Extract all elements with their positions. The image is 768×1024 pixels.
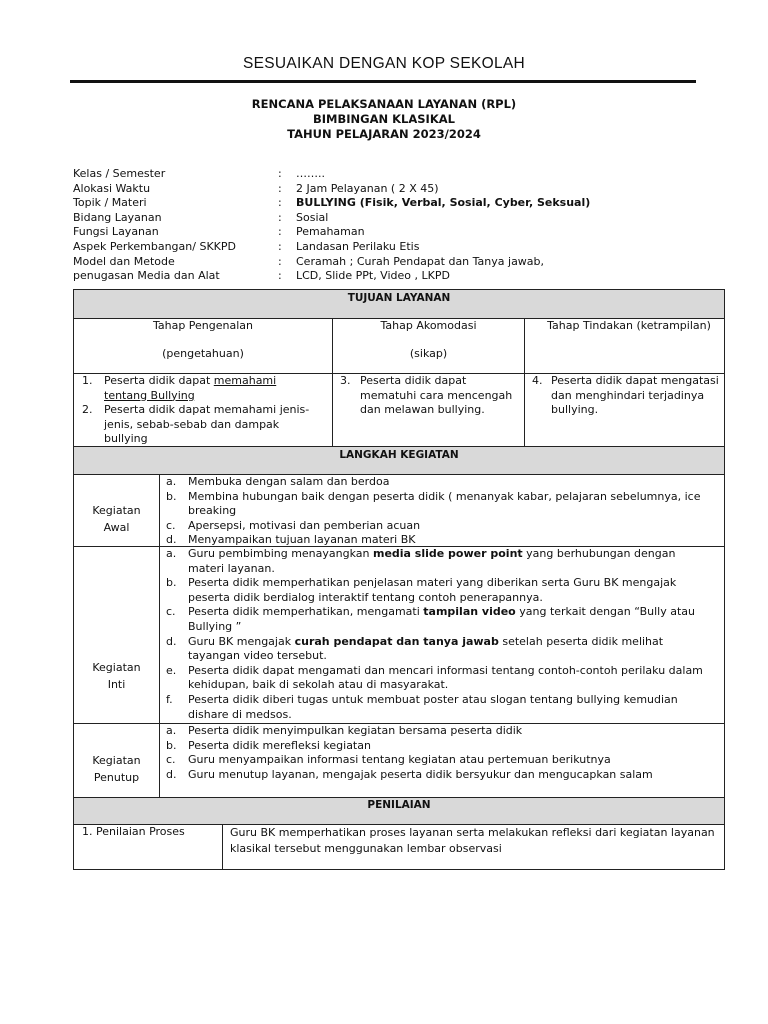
tujuan-col1-heading: Tahap Pengenalan (pengetahuan) (152, 319, 254, 360)
identity-row: Aspek Perkembangan/ SKKPD : Landasan Perilaku Etis (73, 239, 420, 253)
tujuan-header: TUJUAN LAYANAN (74, 290, 724, 318)
penilaian-proses-label: 1. Penilaian Proses (82, 825, 185, 838)
list-item: a. Peserta didik menyimpulkan kegiatan bersama peserta didik (166, 724, 523, 737)
list-item: e. Peserta didik dapat mengamati dan mencari informasi tentang contoh-contoh perilaku dalam kehidupan, baik di sekolah atau di masyarakat. (166, 663, 703, 692)
kegiatan-awal-label: Kegiatan Awal (92, 504, 141, 534)
title-line-2: BIMBINGAN KLASIKAL (313, 112, 455, 126)
kop-sekolah-placeholder: SESUAIKAN DENGAN KOP SEKOLAH (242, 55, 526, 72)
list-item: a. Membuka dengan salam dan berdoa (166, 475, 390, 488)
title-line-3: TAHUN PELAJARAN 2023/2024 (287, 127, 481, 141)
list-item: 1. Peserta didik dapat memahami tentang Bullying (82, 374, 277, 402)
tujuan-col3-heading: Tahap Tindakan (ketrampilan) (547, 319, 711, 332)
kegiatan-penutup-label: Kegiatan Penutup (92, 754, 141, 784)
identity-table (73, 167, 726, 284)
title-line-1: RENCANA PELAKSANAAN LAYANAN (RPL) (251, 97, 517, 111)
list-item: b. Peserta didik memperhatikan penjelasan materi yang diberikan serta Guru BK mengajak peserta didik berdialog interaktif tentang contoh penerapannya. (166, 576, 677, 604)
tujuan-col3-items (532, 374, 727, 418)
list-item: a. Guru pembimbing menayangkan media slide power point yang berhubungan dengan materi layanan. (166, 547, 676, 575)
list-item: b. Membina hubungan baik dengan peserta didik ( menanyak kabar, pelajaran sebelumnya, ice breaking (166, 489, 701, 518)
identity-row: Topik / Materi : BULLYING (Fisik, Verbal, Sosial, Cyber, Seksual) (73, 196, 591, 210)
identity-row: penugasan Media dan Alat : LCD, Slide PPt, Video , LKPD (73, 269, 450, 283)
tujuan-col2-heading: Tahap Akomodasi (sikap) (380, 319, 477, 360)
identity-row: Fungsi Layanan : Pemahaman (73, 225, 365, 239)
document-title (0, 97, 768, 142)
list-item: 3. Peserta didik dapat mematuhi cara mencengah dan melawan bullying. (340, 374, 513, 417)
kegiatan-inti-items (166, 547, 714, 722)
kop-divider (70, 80, 696, 83)
penilaian-header: PENILAIAN (74, 798, 724, 824)
identity-row: Model dan Metode : Ceramah ; Curah Pendapat dan Tanya jawab, (73, 254, 545, 268)
list-item: d. Guru menutup layanan, mengajak peserta didik bersyukur dan mengucapkan salam (166, 767, 653, 781)
list-item: b. Peserta didik merefleksi kegiatan (166, 738, 371, 752)
tujuan-col2-items (340, 374, 515, 418)
list-item: c. Peserta didik memperhatikan, mengamati tampilan video yang terkait dengan “Bully atau Bullying ” (166, 605, 696, 633)
penilaian-proses-text: Guru BK memperhatikan proses layanan serta melakukan refleksi dari kegiatan layanan klasikal tersebut menggunakan lembar observasi (230, 826, 715, 855)
list-item: c. Apersepsi, motivasi dan pemberian acuan (166, 518, 421, 532)
list-item: d. Menyampaikan tujuan layanan materi BK (166, 533, 416, 547)
identity-row: Bidang Layanan : Sosial (73, 210, 329, 224)
list-item: c. Guru menyampaikan informasi tentang kegiatan atau pertemuan berikutnya (166, 753, 611, 767)
kegiatan-penutup-items (166, 724, 716, 782)
list-item: 2. Peserta didik dapat memahami jenis-jenis, sebab-sebab dan dampak bullying (82, 403, 310, 446)
list-item: f. Peserta didik diberi tugas untuk membuat poster atau slogan tentang bullying kemudian dishare di medsos. (166, 692, 678, 721)
list-item: d. Guru BK mengajak curah pendapat dan tanya jawab setelah peserta didik melihat tayangan video tersebut. (166, 634, 664, 663)
tujuan-col1-items (82, 374, 322, 447)
identity-row: Kelas / Semester : …….. (73, 167, 325, 180)
identity-row: Alokasi Waktu : 2 Jam Pelayanan ( 2 X 45) (73, 181, 439, 195)
kegiatan-awal-items (166, 475, 716, 548)
kegiatan-inti-label: Kegiatan Inti (92, 661, 141, 691)
list-item: 4. Peserta didik dapat mengatasi dan menghindari terjadinya bullying. (532, 374, 719, 417)
langkah-header: LANGKAH KEGIATAN (74, 447, 724, 474)
